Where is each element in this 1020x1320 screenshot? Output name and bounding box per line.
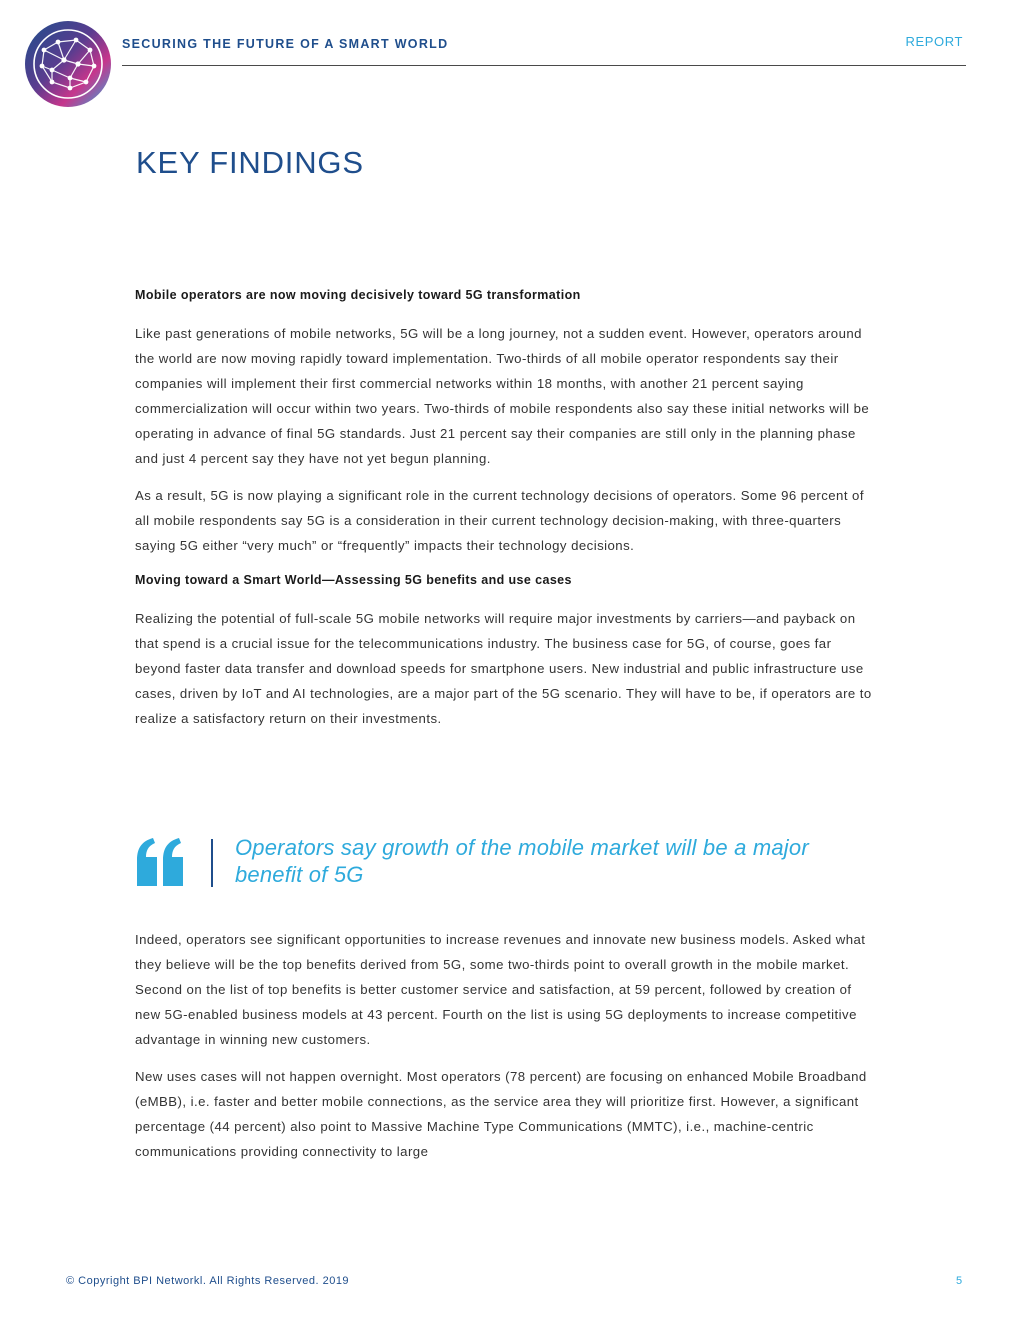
page-title: KEY FINDINGS: [136, 145, 364, 180]
logo: [24, 20, 112, 108]
report-label: REPORT: [905, 34, 963, 49]
pull-quote: Operators say growth of the mobile market will be a major benefit of 5G: [235, 835, 809, 887]
body-paragraph: Indeed, operators see significant opportunities to increase revenues and innovate new business models. Asked what they believe will be the top benefits derived from 5G, some two-thirds point to overall growth in the mobile market. Second on the list of top benefits is better customer service and satisfaction, at 59 percent, followed by creation of new 5G-enabled business models at 43 percent. Fourth on the list is using 5G deployments to increase competitive advantage in winning new customers.: [135, 932, 866, 1047]
lower-content: [135, 927, 875, 1176]
header-title: SECURING THE FUTURE OF A SMART WORLD: [122, 37, 449, 51]
body-paragraph: Realizing the potential of full-scale 5G mobile networks will require major investments by carriers—and payback on that spend is a crucial issue for the telecommunications industry. The business case for 5G, of course, goes far beyond faster data transfer and download speeds for smartphone users. New industrial and public infrastructure use cases, driven by IoT and AI technologies, are a major part of the 5G scenario. They will have to be, if operators are to realize a satisfactory return on their investments.: [135, 611, 872, 726]
body-paragraph: New uses cases will not happen overnight. Most operators (78 percent) are focusing on enhanced Mobile Broadband (eMBB), i.e. faster and better mobile connections, as the service area they will prioritize first. However, a significant percentage (44 percent) also point to Massive Machine Type Communications (MMTC), i.e., machine-centric communications providing connectivity to large: [135, 1069, 867, 1159]
main-content: [135, 285, 875, 743]
body-paragraph: As a result, 5G is now playing a significant role in the current technology decisions of operators. Some 96 percent of all mobile respondents say 5G is a consideration in their current technology decision-making, with three-quarters saying 5G either “very much” or “frequently” impacts their technology decisions.: [135, 488, 864, 553]
quote-icon: [133, 838, 187, 886]
section-heading: Mobile operators are now moving decisively toward 5G transformation: [135, 288, 581, 302]
page-number: 5: [956, 1275, 963, 1287]
section-heading: Moving toward a Smart World—Assessing 5G benefits and use cases: [135, 573, 572, 587]
globe-network-icon: [24, 20, 112, 108]
header-divider: [122, 65, 966, 66]
quote-divider: [211, 839, 213, 887]
body-paragraph: Like past generations of mobile networks, 5G will be a long journey, not a sudden event. However, operators around the world are now moving rapidly toward implementation. Two-thirds of all mobile operator respondents say their companies will implement their first commercial networks within 18 months, with another 21 percent saying commercialization will occur within two years. Two-thirds of mobile respondents also say these initial networks will be operating in advance of final 5G standards. Just 21 percent say their companies are still only in the planning phase and just 4 percent say they have not yet begun planning.: [135, 326, 870, 466]
footer-copyright: © Copyright BPI Networkl. All Rights Reserved. 2019: [66, 1275, 350, 1287]
